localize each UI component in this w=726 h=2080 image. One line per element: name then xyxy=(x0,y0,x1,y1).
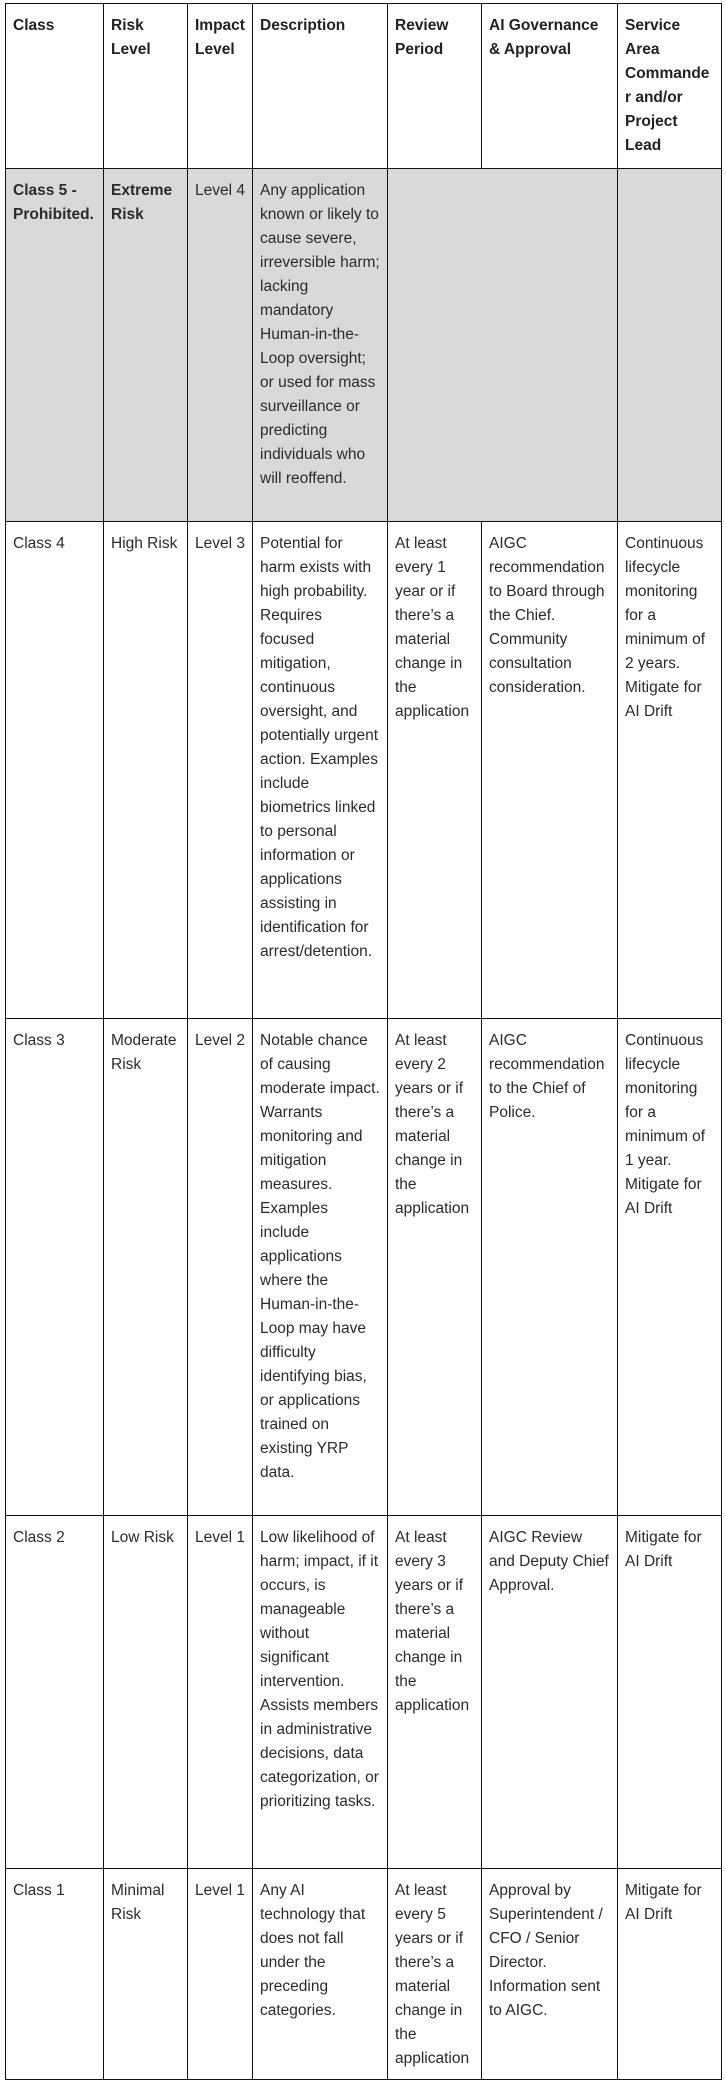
table-row-class-2 xyxy=(6,1516,722,1869)
cell-review-governance-empty xyxy=(388,169,618,522)
header-governance-approval: AI Governance & Approval xyxy=(482,4,618,169)
cell-impact-level: Level 3 xyxy=(188,522,253,1019)
cell-description: Notable chance of causing moderate impact. Warrants monitoring and mitigation measures. Examples include applications where the Human-in-the-Loop may have difficulty identifying bias, or applications trained on existing YRP data. xyxy=(253,1019,388,1516)
cell-description: Any application known or likely to cause severe, irreversible harm; lacking mandatory Human-in-the-Loop oversight; or used for mass surveillance or predicting individuals who will reoffend. xyxy=(253,169,388,522)
table-row-class-3 xyxy=(6,1019,722,1516)
cell-governance: AIGC recommendation to the Chief of Police. xyxy=(482,1019,618,1516)
cell-class: Class 4 xyxy=(6,522,104,1019)
cell-risk-level: High Risk xyxy=(104,522,188,1019)
cell-governance: Approval by Superintendent / CFO / Senior Director. Information sent to AIGC. xyxy=(482,1869,618,2080)
cell-lead: Mitigate for AI Drift xyxy=(618,1516,722,1869)
cell-review-period: At least every 2 years or if there’s a material change in the application xyxy=(388,1019,482,1516)
cell-review-period: At least every 5 years or if there’s a material change in the application xyxy=(388,1869,482,2080)
ai-risk-classification-table xyxy=(5,3,722,2080)
cell-review-period: At least every 3 years or if there’s a material change in the application xyxy=(388,1516,482,1869)
header-class: Class xyxy=(6,4,104,169)
cell-description: Any AI technology that does not fall under the preceding categories. xyxy=(253,1869,388,2080)
cell-class: Class 3 xyxy=(6,1019,104,1516)
cell-class: Class 1 xyxy=(6,1869,104,2080)
cell-governance: AIGC recommendation to Board through the Chief. Community consultation consideration. xyxy=(482,522,618,1019)
cell-governance: AIGC Review and Deputy Chief Approval. xyxy=(482,1516,618,1869)
table-row-class-4 xyxy=(6,522,722,1019)
table-row-class-5 xyxy=(6,169,722,522)
header-risk-level: Risk Level xyxy=(104,4,188,169)
cell-review-period: At least every 1 year or if there’s a material change in the application xyxy=(388,522,482,1019)
cell-risk-level: Moderate Risk xyxy=(104,1019,188,1516)
cell-risk-level: Low Risk xyxy=(104,1516,188,1869)
cell-impact-level: Level 1 xyxy=(188,1869,253,2080)
cell-impact-level: Level 4 xyxy=(188,169,253,522)
table-header-row xyxy=(6,4,722,169)
cell-risk-level: Extreme Risk xyxy=(104,169,188,522)
cell-lead-empty xyxy=(618,169,722,522)
cell-class: Class 5 - Prohibited. xyxy=(6,169,104,522)
cell-lead: Continuous lifecycle monitoring for a minimum of 2 years. Mitigate for AI Drift xyxy=(618,522,722,1019)
cell-description: Low likelihood of harm; impact, if it occurs, is manageable without significant intervention. Assists members in administrative decisions, data categorization, or prioritizing tasks. xyxy=(253,1516,388,1869)
header-description: Description xyxy=(253,4,388,169)
header-service-area-lead: Service Area Commander and/or Project Lead xyxy=(618,4,722,169)
cell-class: Class 2 xyxy=(6,1516,104,1869)
cell-impact-level: Level 2 xyxy=(188,1019,253,1516)
cell-lead: Continuous lifecycle monitoring for a minimum of 1 year. Mitigate for AI Drift xyxy=(618,1019,722,1516)
cell-description: Potential for harm exists with high probability. Requires focused mitigation, continuous oversight, and potentially urgent action. Examples include biometrics linked to personal information or applications assisting in identification for arrest/detention. xyxy=(253,522,388,1019)
header-review-period: Review Period xyxy=(388,4,482,169)
cell-lead: Mitigate for AI Drift xyxy=(618,1869,722,2080)
cell-impact-level: Level 1 xyxy=(188,1516,253,1869)
header-impact-level: Impact Level xyxy=(188,4,253,169)
table-row-class-1 xyxy=(6,1869,722,2080)
cell-risk-level: Minimal Risk xyxy=(104,1869,188,2080)
